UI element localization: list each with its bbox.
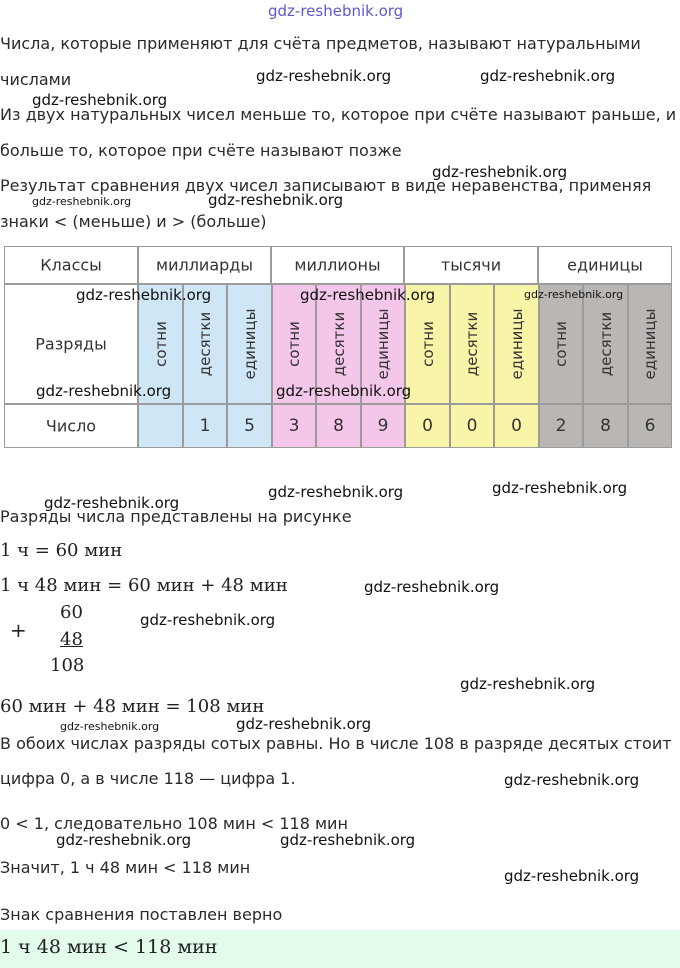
number-ranks-table — [4, 246, 672, 448]
rank-cell — [628, 284, 672, 404]
watermark: gdz-reshebnik.org — [504, 867, 640, 885]
rank-cell — [227, 284, 272, 404]
addend-1: 60 — [60, 602, 83, 623]
rank-label: сотни — [285, 321, 303, 367]
digit-value: 0 — [466, 416, 478, 436]
text-line-10: 0 < 1, следовательно 108 мин < 118 мин — [0, 814, 348, 833]
rank-label: единицы — [641, 308, 659, 380]
rank-cell — [539, 284, 583, 404]
watermark: gdz-reshebnik.org — [432, 163, 568, 181]
watermark: gdz-reshebnik.org — [276, 382, 412, 400]
watermark: gdz-reshebnik.org — [492, 479, 628, 497]
rank-label: десятки — [596, 311, 615, 377]
digit-cell — [583, 404, 628, 448]
watermark: gdz-reshebnik.org — [44, 494, 180, 512]
digit-cell — [405, 404, 450, 448]
class-thousands-label: тысячи — [440, 255, 502, 275]
class-header-thousands — [404, 246, 538, 284]
plus-sign: + — [10, 618, 27, 642]
digit-cell — [272, 404, 316, 448]
watermark: gdz-reshebnik.org — [364, 578, 500, 596]
addend-2: 48 — [60, 629, 83, 650]
math-line-2: 1 ч 48 мин = 60 мин + 48 мин — [0, 575, 288, 596]
sum-result: 108 — [50, 655, 85, 676]
watermark: gdz-reshebnik.org — [268, 483, 404, 501]
rank-cell — [583, 284, 628, 404]
ranks-label: Разряды — [35, 334, 107, 354]
watermark: gdz-reshebnik.org — [140, 611, 276, 629]
class-header-billions — [138, 246, 271, 284]
watermark: gdz-reshebnik.org — [460, 675, 596, 693]
rank-label: единицы — [374, 308, 392, 380]
classes-label-cell — [4, 246, 138, 284]
text-line-5: Результат сравнения двух чисел записывают в виде неравенства, применяя — [0, 176, 652, 195]
digit-value: 5 — [244, 416, 255, 436]
class-header-units — [538, 246, 672, 284]
math-line-1: 1 ч = 60 мин — [0, 540, 123, 561]
watermark: gdz-reshebnik.org — [56, 831, 192, 849]
rank-label: сотни — [151, 321, 170, 367]
digit-value: 0 — [511, 416, 522, 436]
watermark: gdz-reshebnik.org — [32, 91, 168, 109]
digit-value: 3 — [288, 416, 300, 436]
rank-cell — [494, 284, 539, 404]
digit-cell — [183, 404, 227, 448]
watermark: gdz-reshebnik.org — [236, 715, 372, 733]
digit-cell — [494, 404, 539, 448]
watermark: gdz-reshebnik.org — [60, 720, 160, 733]
digit-value: 6 — [644, 416, 656, 436]
rank-label: единицы — [240, 308, 259, 380]
digit-value: 2 — [555, 416, 567, 436]
text-line-4: больше то, которое при счёте называют позже — [0, 141, 402, 160]
text-line-8: В обоих числах разряды сотых равны. Но в числе 108 в разряде десятых стоит — [0, 734, 672, 753]
digit-cell — [227, 404, 272, 448]
watermark: gdz-reshebnik.org — [480, 67, 616, 85]
watermark: gdz-reshebnik.org — [76, 286, 212, 304]
math-line-3: 60 мин + 48 мин = 108 мин — [0, 696, 265, 717]
number-label: Число — [45, 416, 97, 436]
text-line-3: Из двух натуральных чисел меньше то, которое при счёте называют раньше, и — [0, 105, 677, 124]
rank-label: десятки — [329, 311, 348, 377]
number-label-cell — [4, 404, 138, 448]
watermark: gdz-reshebnik.org — [32, 195, 132, 208]
class-units-label: единицы — [567, 255, 643, 275]
text-line-12: Знак сравнения поставлен верно — [0, 905, 283, 924]
watermark: gdz-reshebnik.org — [256, 67, 392, 85]
rank-label: сотни — [552, 321, 570, 367]
digit-cell — [361, 404, 405, 448]
text-line-9: цифра 0, а в числе 118 — цифра 1. — [0, 769, 296, 788]
class-millions-label: миллионы — [294, 255, 381, 275]
digit-cell — [316, 404, 361, 448]
final-answer: 1 ч 48 мин < 118 мин — [0, 936, 218, 958]
rank-label: десятки — [463, 311, 481, 377]
digit-value: 1 — [199, 416, 211, 436]
digit-value: 8 — [600, 416, 611, 436]
digit-value: 0 — [422, 416, 433, 436]
watermark: gdz-reshebnik.org — [36, 382, 172, 400]
watermark: gdz-reshebnik.org — [524, 288, 624, 301]
digit-cell — [539, 404, 583, 448]
watermark: gdz-reshebnik.org — [504, 771, 640, 789]
digit-cell — [138, 404, 183, 448]
text-line-6: знаки < (меньше) и > (больше) — [0, 212, 267, 231]
final-answer-box — [0, 930, 680, 968]
text-line-7: Разряды числа представлены на рисунке — [0, 507, 352, 526]
text-line-11: Значит, 1 ч 48 мин < 118 мин — [0, 858, 251, 877]
rank-label: десятки — [196, 311, 214, 377]
class-billions-label: миллиарды — [156, 255, 253, 275]
header-watermark: gdz-reshebnik.org — [268, 2, 404, 20]
watermark: gdz-reshebnik.org — [208, 191, 344, 209]
class-header-millions — [271, 246, 404, 284]
digit-cell — [628, 404, 672, 448]
digit-value: 9 — [377, 416, 389, 436]
rank-label: сотни — [418, 321, 437, 367]
text-line-2: числами — [0, 70, 72, 89]
classes-label: Классы — [40, 255, 102, 275]
rank-label: единицы — [507, 308, 526, 380]
rank-cell — [450, 284, 494, 404]
watermark: gdz-reshebnik.org — [280, 831, 416, 849]
watermark: gdz-reshebnik.org — [300, 286, 436, 304]
digit-cell — [450, 404, 494, 448]
text-line-1: Числа, которые применяют для счёта предметов, называют натуральными — [0, 34, 641, 53]
digit-value: 8 — [333, 416, 344, 436]
